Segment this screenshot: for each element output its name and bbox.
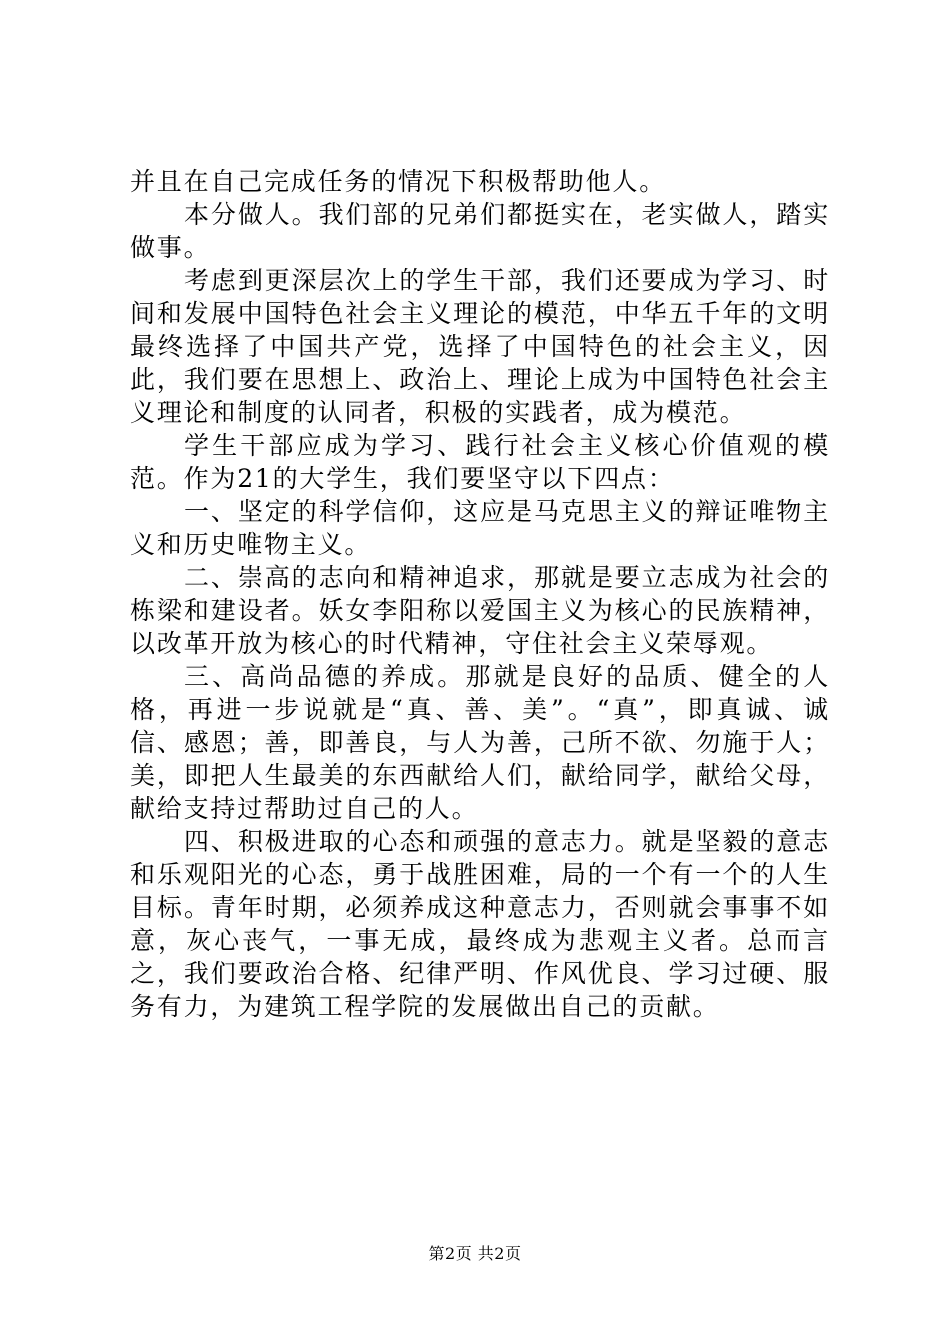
page-number-footer: 第2页 共2页: [428, 1244, 522, 1263]
paragraph-6: 二、崇高的志向和精神追求，那就是要立志成为社会的栋梁和建设者。妖女李阳称以爱国主义为核心的民族精神，以改革开放为核心的时代精神，守住社会主义荣辱观。: [130, 563, 830, 658]
paragraph-4: 学生干部应成为学习、践行社会主义核心价值观的模范。作为21的大学生，我们要坚守以下四点：: [130, 431, 830, 493]
paragraph-8: 四、积极进取的心态和顽强的意志力。就是坚毅的意志和乐观阳光的心态，勇于战胜困难，局的一个有一个的人生目标。青年时期，必须养成这种意志力，否则就会事事不如意，灰心丧气，一事无成，最终成为悲观主义者。总而言之，我们要政治合格、纪律严明、作风优良、学习过硬、服务有力，为建筑工程学院的发展做出自己的贡献。: [130, 827, 830, 1021]
paragraph-5: 一、坚定的科学信仰，这应是马克思主义的辩证唯物主义和历史唯物主义。: [130, 497, 830, 559]
paragraph-2: 本分做人。我们部的兄弟们都挺实在，老实做人，踏实做事。: [130, 200, 830, 262]
paragraph-1: 并且在自己完成任务的情况下积极帮助他人。: [130, 167, 667, 196]
paragraph-3: 考虑到更深层次上的学生干部，我们还要成为学习、时间和发展中国特色社会主义理论的模范，中华五千年的文明最终选择了中国共产党，选择了中国特色的社会主义，因此，我们要在思想上、政治上、理论上成为中国特色社会主义理论和制度的认同者，积极的实践者，成为模范。: [130, 266, 830, 427]
paragraph-7: 三、高尚品德的养成。那就是良好的品质、健全的人格，再进一步说就是“真、善、美”。“真”，即真诚、诚信、感恩；善，即善良，与人为善，己所不欲、勿施于人；美，即把人生最美的东西献给人们，献给同学，献给父母，献给支持过帮助过自己的人。: [130, 662, 830, 823]
document-body: [130, 165, 830, 1023]
